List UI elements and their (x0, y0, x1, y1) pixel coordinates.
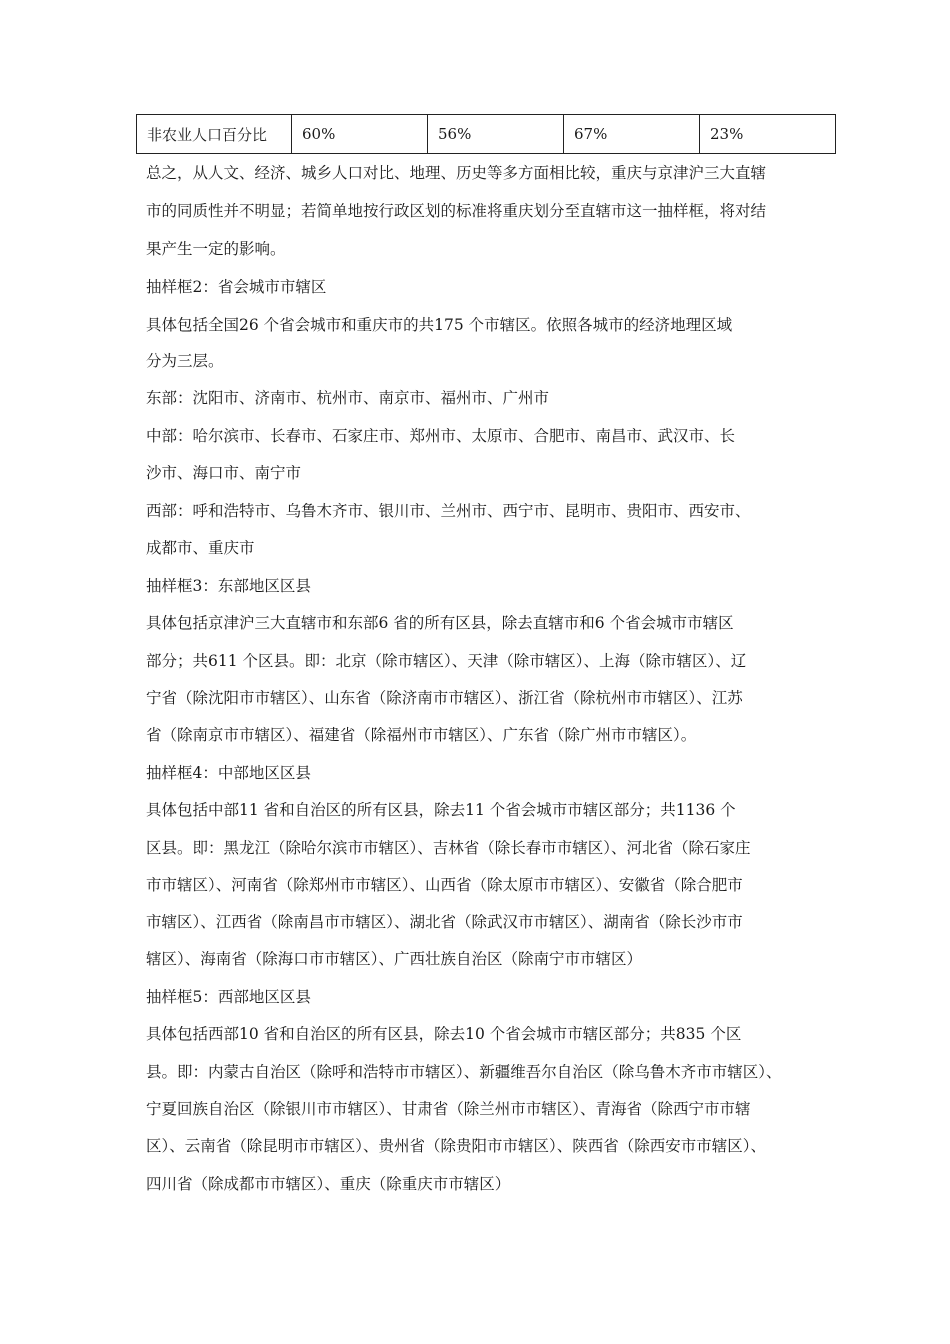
body-text-line: 具体包括西部10 省和自治区的所有区县，除去10 个省会城市市辖区部分；共835 个区 (146, 1025, 742, 1043)
body-text-line: 成都市、重庆市 (146, 539, 255, 557)
body-text-line: 中部：哈尔滨市、长春市、石家庄市、郑州市、太原市、合肥市、南昌市、武汉市、长 (146, 427, 736, 445)
table-cell: 67% (564, 115, 700, 154)
population-table (136, 114, 836, 154)
body-text-line: 部分；共611 个区县。即：北京（除市辖区）、天津（除市辖区）、上海（除市辖区）、辽 (146, 652, 747, 670)
section-heading: 抽样框4：中部地区区县 (146, 764, 311, 782)
body-text-line: 县。即：内蒙古自治区（除呼和浩特市市辖区）、新疆维吾尔自治区（除乌鲁木齐市市辖区）、 (146, 1063, 782, 1081)
body-text-line: 总之，从人文、经济、城乡人口对比、地理、历史等多方面相比较，重庆与京津沪三大直辖 (146, 164, 767, 182)
body-text-line: 果产生一定的影响。 (146, 240, 286, 258)
table-row (137, 115, 836, 154)
section-heading: 抽样框2：省会城市市辖区 (146, 278, 327, 296)
table-cell: 60% (292, 115, 428, 154)
body-text-line: 四川省（除成都市市辖区）、重庆（除重庆市市辖区） (146, 1175, 511, 1193)
body-text-line: 具体包括全国26 个省会城市和重庆市的共175 个市辖区。依照各城市的经济地理区域 (146, 316, 733, 334)
body-text-line: 东部：沈阳市、济南市、杭州市、南京市、福州市、广州市 (146, 389, 550, 407)
body-text-line: 市的同质性并不明显；若简单地按行政区划的标准将重庆划分至直辖市这一抽样框，将对结 (146, 202, 767, 220)
body-text-line: 市市辖区）、河南省（除郑州市市辖区）、山西省（除太原市市辖区）、安徽省（除合肥市 (146, 876, 743, 894)
section-heading: 抽样框5：西部地区区县 (146, 988, 311, 1006)
body-text-line: 辖区）、海南省（除海口市市辖区）、广西壮族自治区（除南宁市市辖区） (146, 950, 643, 968)
table-cell: 56% (428, 115, 564, 154)
body-text-line: 区县。即：黑龙江（除哈尔滨市市辖区）、吉林省（除长春市市辖区）、河北省（除石家庄 (146, 839, 751, 857)
body-text-line: 市辖区）、江西省（除南昌市市辖区）、湖北省（除武汉市市辖区）、湖南省（除长沙市市 (146, 913, 743, 931)
body-text-line: 西部：呼和浩特市、乌鲁木齐市、银川市、兰州市、西宁市、昆明市、贵阳市、西安市、 (146, 502, 751, 520)
body-text-line: 分为三层。 (146, 352, 224, 370)
body-text-line: 宁省（除沈阳市市辖区）、山东省（除济南市市辖区）、浙江省（除杭州市市辖区）、江苏 (146, 689, 743, 707)
row-label: 非农业人口百分比 (137, 115, 292, 154)
section-heading: 抽样框3：东部地区区县 (146, 577, 311, 595)
body-text-line: 省（除南京市市辖区）、福建省（除福州市市辖区）、广东省（除广州市市辖区）。 (146, 726, 697, 744)
body-text-line: 沙市、海口市、南宁市 (146, 464, 302, 482)
body-text-line: 具体包括中部11 省和自治区的所有区县，除去11 个省会城市市辖区部分；共1136 个 (146, 801, 736, 819)
table-cell: 23% (700, 115, 836, 154)
body-text-line: 具体包括京津沪三大直辖市和东部6 省的所有区县，除去直辖市和6 个省会城市市辖区 (146, 614, 734, 632)
body-text-line: 宁夏回族自治区（除银川市市辖区）、甘肃省（除兰州市市辖区）、青海省（除西宁市市辖 (146, 1100, 751, 1118)
body-text-line: 区）、云南省（除昆明市市辖区）、贵州省（除贵阳市市辖区）、陕西省（除西安市市辖区）、 (146, 1137, 767, 1155)
